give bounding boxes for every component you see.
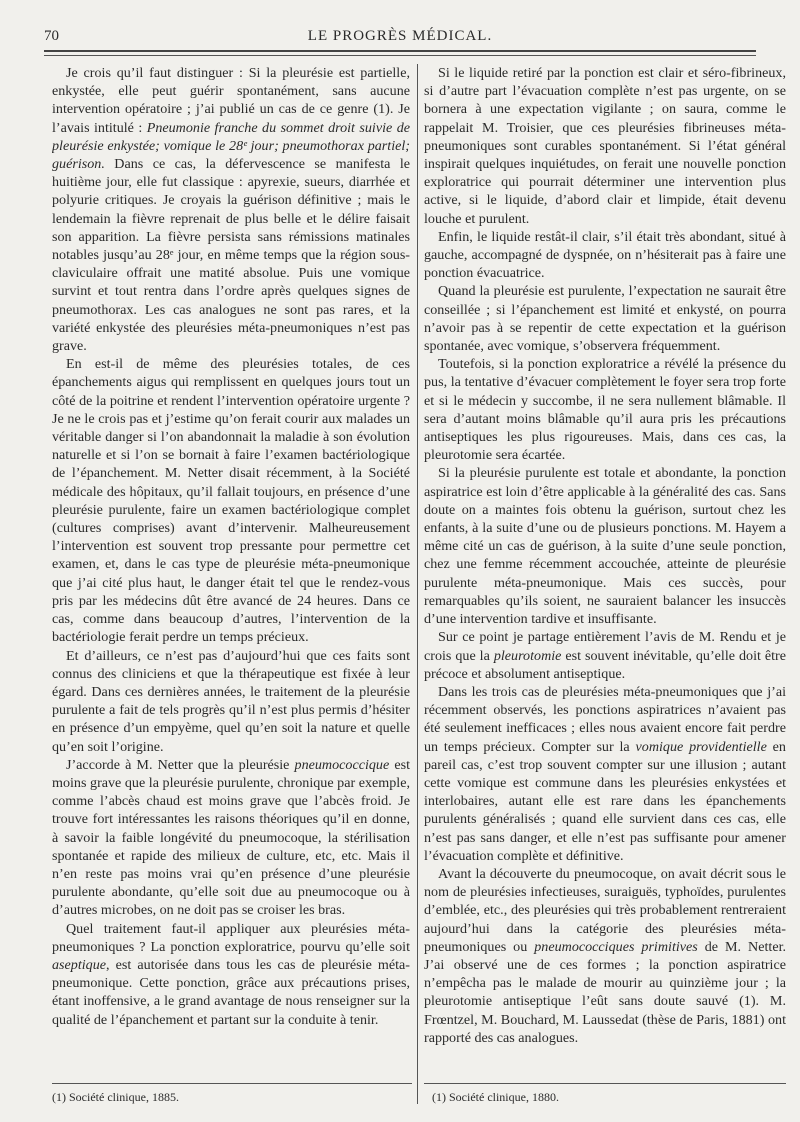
paragraph: Quand la pleurésie est purulente, l’expectation ne saurait être conseillée ; si l’épanchement est limité et enkysté, on pourra n’avoir pas à se repentir de cette expectation et la guérison spontanée, avec vomique, s’observera fréquemment. (424, 283, 786, 355)
paragraph: Si le liquide retiré par la ponction est clair et séro-fibrineux, si d’autre part l’évacuation complète n’est pas urgente, on se bornera à une expectation vigilante ; on saura, comme le rappelait M. Troisier, que ces pleurésies fibrineuses méta-pneumoniques sont curables spontanément. Si l’état général inspirait quelques inquiétudes, on ferait une nouvelle ponction exploratrice qui pourrait déterminer une intervention plus active, si le liquide, d’abord clair et limpide, était devenu louche et purulent. (424, 65, 786, 227)
paragraph: Toutefois, si la ponction exploratrice a révélé la présence du pus, la tentative d’évacuer complètement le foyer sera trop forte et si le médecin y succombe, il ne sera nullement blâmable. Il sera d’autant moins blâmable qu’il aura pris les précautions antiseptiques les plus rigoureuses. Mais, dans ces cas, la pleurotomie sera écartée. (424, 356, 786, 464)
paragraph: Quel traitement faut-il appliquer aux pleurésies méta-pneumoniques ? La ponction exploratrice, pourvu qu’elle soit aseptique, est autorisée dans tous les cas de pleurésie méta-pneumonique. Cette ponction, grâce aux précautions prises, étant inoffensive, a le grand avantage de nous renseigner sur la qualité de l’épanchement et partant sur la conduite à tenir. (52, 920, 410, 1028)
paragraph: Enfin, le liquide restât-il clair, s’il était très abondant, situé à gauche, accompagné de dyspnée, on n’hésiterait pas à faire une ponction évacuatrice. (424, 228, 786, 282)
column-divider (417, 64, 418, 1104)
footnote-left: (1) Société clinique, 1885. (52, 1090, 179, 1104)
header-rule (44, 50, 756, 52)
paragraph: En est-il de même des pleurésies totales, de ces épanchements aigus qui remplissent en quelques jours tout un côté de la poitrine et rendent l’intervention opératoire urgente ? Je ne le crois pas et j’estime qu’on ferait courir aux malades un véritable danger si l’on abandonnait la maladie à son évolution naturelle et si l’on se bornait à faire l’examen bactériologique de l’épanchement. M. Netter disait récemment, à la Société médicale des hôpitaux, qu’il fallait toujours, en présence d’une pleurésie purulente, faire un examen bactériologique complet (cultures comprises) avant d’intervenir. Malheureusement l’intervention est souvent trop pressante pour permettre cet examen, et, dans le cas type de pleurésie méta-pneumonique que j’ai cité plus haut, le danger était tel que le rendez-vous pris par les médecins dût être avancé de 24 heures. Dans ce cas, comme dans beaucoup d’autres, l’intervention de la bactériologie ferait perdre un temps précieux. (52, 356, 410, 646)
page-number: 70 (44, 28, 59, 44)
footnote-rule (52, 1083, 412, 1084)
left-column (52, 64, 410, 1074)
header-rule-thin (44, 55, 756, 56)
paragraph: Et d’ailleurs, ce n’est pas d’aujourd’hui que ces faits sont connus des cliniciens et que la thérapeutique est fixée à leur égard. Dans ces dernières années, le traitement de la pleurésie purulente a fait de tels progrès qu’il n’est plus permis d’hésiter en présence d’un empyème, quel qu’en soit la nature et quelle qu’en soit l’origine. (52, 647, 410, 755)
paragraph: Sur ce point je partage entièrement l’avis de M. Rendu et je crois que la pleurotomie est souvent inévitable, qu’elle doit être précoce et absolument antiseptique. (424, 629, 786, 682)
journal-title: LE PROGRÈS MÉDICAL. (307, 28, 493, 44)
page-header (44, 28, 756, 50)
paragraph: J’accorde à M. Netter que la pleurésie pneumococcique est moins grave que la pleurésie purulente, chronique par exemple, comme l’abcès chaud est moins grave que l’abcès froid. Je trouve fort intéressantes les raisons théoriques qu’il en donne, à savoir la faible longévité du pneumocoque, la stérilisation spontanée et rapide des milieux de culture, etc, etc. Mais il n’en reste pas moins vrai qu’en présence d’une pleurésie purulente abondante, qu’elle soit due au pneumocoque ou à d’autres microbes, on ne doit pas se croiser les bras. (52, 756, 410, 919)
footnote-right: (1) Société clinique, 1880. (432, 1090, 559, 1104)
paragraph: Dans les trois cas de pleurésies méta-pneumoniques que j’ai récemment observés, les ponctions aspiratrices n’avaient pas été seulement inefficaces ; elles nous avaient encore fait perdre un temps précieux. Compter sur la vomique providentielle en pareil cas, c’est trop souvent compter sur une illusion ; autant cette vomique est commune dans les pleurésies enkystées et interlobaires, autant elle est rare dans les épanchements purulents généralisés ; quand elle survient dans ces cas, elle n’est pas sans danger, et elle n’est pas suffisante pour amener l’évacuation complète et définitive. (424, 683, 786, 864)
paragraph: Je crois qu’il faut distinguer : Si la pleurésie est partielle, enkystée, elle peut guérir spontanément, sans aucune intervention opératoire ; j’ai publié un cas de ce genre (1). Je l’avais intitulé : Pneumonie franche du sommet droit suivie de pleurésie enkystée; vomique le 28ᵉ jour; pneumothorax partiel; guérison. Dans ce cas, la défervescence se manifesta le huitième jour, elle fut classique : apyrexie, sueurs, diarrhée et polyurie critiques. Je croyais la guérison définitive ; mais le lendemain la fièvre reprenait de plus belle et le délire faisait son apparition. La fièvre persista sans rémissions matinales notables jusqu’au 28ᵉ jour, en même temps que la région sous-claviculaire offrait une matité absolue. Puis une vomique survint et tout rentra dans l’ordre après quelques signes de pneumothorax. Les cas analogues ne sont pas rares, et la variété enkystée des pleurésies méta-pneumoniques n’est pas grave. (52, 65, 410, 355)
right-column (424, 64, 786, 1074)
footnote-rule (424, 1083, 786, 1084)
paragraph: Si la pleurésie purulente est totale et abondante, la ponction aspiratrice est loin d’être applicable à la généralité des cas. Sans doute on a maintes fois obtenu la guérison, surtout chez les enfants, à la suite d’une ou de plusieurs ponctions. M. Hayem a même cité un cas de guérison, à la suite d’une seule ponction, chez une femme récemment accouchée, atteinte de pleurésie purulente méta-pneumonique. Mais ces succès, pour remarquables qu’ils soient, ne sauraient balancer les insuccès d’une intervention tardive et insuffisante. (424, 465, 786, 628)
paragraph: Avant la découverte du pneumocoque, on avait décrit sous le nom de pleurésies infectieuses, suraiguës, typhoïdes, purulentes d’emblée, etc., des pleurésies qui très probablement rentreraient aujourd’hui dans la catégorie des pleurésies méta-pneumoniques ou pneumococciques primitives de M. Netter. J’ai observé une de ces formes ; la ponction aspiratrice n’empêcha pas le malade de mourir au quinzième jour ; la pleurotomie antiseptique l’eût sans doute sauvé (1). M. Frœntzel, M. Bouchard, M. Laussedat (thèse de Paris, 1881) ont rapporté des cas analogues. (424, 865, 786, 1046)
